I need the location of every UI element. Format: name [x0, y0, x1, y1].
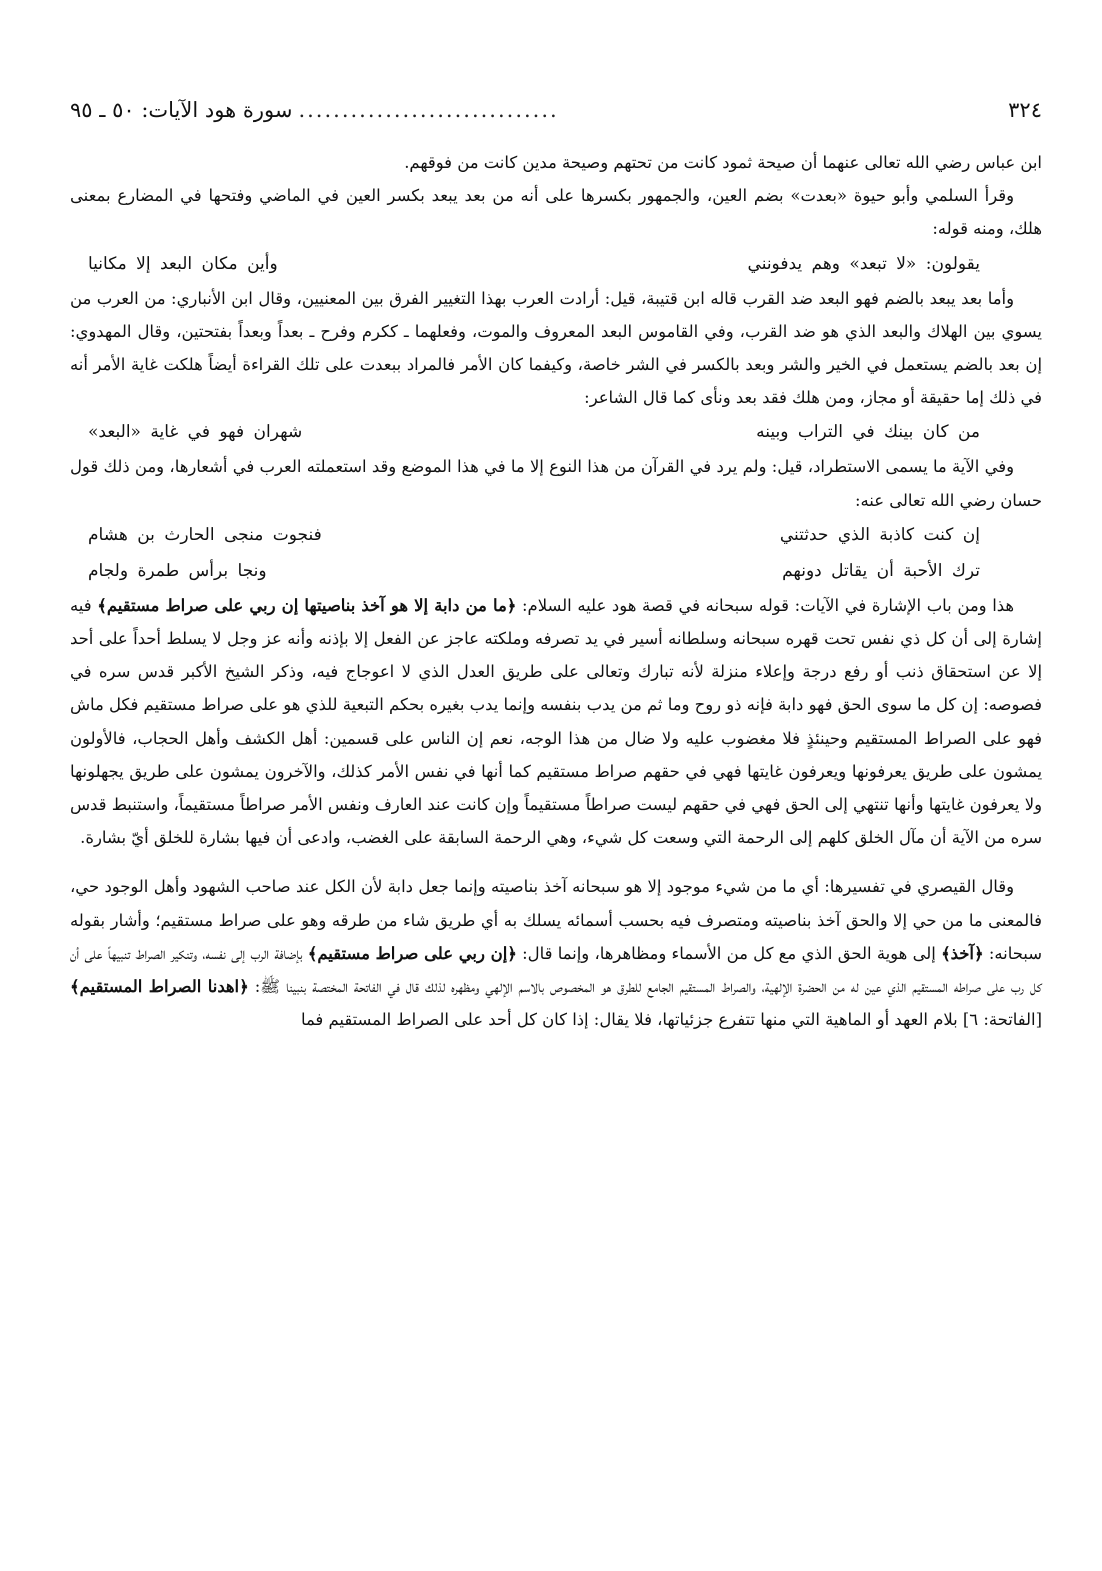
verse-3-first-hemistich: إن كنت كاذبة الذي حدثتني: [779, 524, 980, 545]
header-title-group: [70, 96, 559, 124]
paragraph-4: وفي الآية ما يسمى الاستطراد، قيل: ولم يرد في القرآن من هذا النوع إلا ما في هذا الموضع وقد استعملته العرب في أشعارها، ومن ذلك قول حسان رضي الله تعالى عنه:: [70, 457, 1042, 510]
page-body: [70, 146, 1042, 1036]
verse-1-second-hemistich: وأين مكان البعد إلا مكانيا: [88, 253, 278, 274]
poem-verse-1: [70, 246, 1042, 282]
paragraph-6-text-a: وقال القيصري في تفسيرها: أي ما من شيء موجود إلا هو سبحانه آخذ بناصيته وإنما جعل دابة لأن الكل عند صاحب الشهود وأهل الوجود حي، فالمعنى ما من حي إلا والحق آخذ بناصيته ومتصرف فيه بحسب أسمائه يسلك به أي طريق شاء من طرقه وهو على صراط مستقيم؛ وأشار بقوله سبحانه:: [70, 877, 1042, 963]
poem-verse-3: [70, 517, 1042, 553]
paragraph-3: وأما بعد يبعد بالضم فهو البعد ضد القرب قاله ابن قتيبة، قيل: أرادت العرب بهذا التغيير الفرق بين المعنيين، وقال ابن الأنباري: من العرب من يسوي بين الهلاك والبعد الذي هو ضد القرب، وفي القاموس البعد المعروف والموت، وفعلهما ـ ككرم وفرح ـ بعداً وبعداً بفتحتين، وقال المهدوي: إن بعد بالضم يستعمل في الخير والشر وبعد بالكسر في الشر خاصة، وكيفما كان الأمر فالمراد ببعدت على تلك القراءة أيضاً هلكت غاية الأمر أنه في ذلك إما حقيقة أو مجاز، ومن هلك فقد بعد ونأى كما قال الشاعر:: [70, 288, 1042, 408]
paragraph-6: [70, 870, 1042, 1036]
quran-quote: ﴿ما من دابة إلا هو آخذ بناصيتها إن ربي على صراط مستقيم﴾: [97, 595, 517, 615]
verse-4-second-hemistich: ونجا برأس طمرة ولجام: [88, 560, 267, 581]
paragraph-spacer: [70, 854, 1042, 870]
paragraph-6-text-c: بإضافة الرب إلى نفسه، وتنكير الصراط تنبيهاً على أن كل رب على صراطه المستقيم الذي عين له من الحضرة الإلهية، والصراط المستقيم الجامع للطرق هو المخصوص بالاسم الإلهي ومظهره لذلك قال في الفاتحة المختصة بنبينا ﷺ:: [70, 943, 1042, 997]
page-header: [70, 96, 1042, 126]
quran-quote: ﴿آخذ﴾: [941, 943, 984, 963]
page-number: ٣٢٤: [1008, 98, 1042, 122]
verse-2-second-hemistich: شهران فهو في غاية «البعد»: [88, 422, 303, 443]
verse-3-second-hemistich: فنجوت منجى الحارث بن هشام: [88, 524, 322, 545]
surah-title: سورة هود الآيات: ٥٠ ـ ٩٥: [70, 98, 293, 122]
paragraph-6-text-d: [الفاتحة: ٦] بلام العهد أو الماهية التي منها تتفرع جزئياتها، فلا يقال: إذا كان كل أحد على الصراط المستقيم فما: [300, 1010, 1042, 1030]
poem-verse-4: [70, 553, 1042, 589]
book-page: [70, 96, 1042, 1036]
paragraph-5-text-a: هذا ومن باب الإشارة في الآيات: قوله سبحانه في قصة هود عليه السلام:: [516, 595, 1014, 615]
quran-quote: ﴿إن ربي على صراط مستقيم﴾: [307, 943, 517, 963]
verse-1-first-hemistich: يقولون: «لا تبعد» وهم يدفونني: [747, 253, 980, 274]
leader-dots: ..............................: [298, 98, 559, 122]
verse-4-first-hemistich: ترك الأحبة أن يقاتل دونهم: [782, 560, 980, 581]
paragraph-6-text-b: إلى هوية الحق الذي مع كل من الأسماء ومظاهرها، وإنما قال:: [516, 943, 942, 963]
poem-verse-2: [70, 414, 1042, 450]
verse-2-first-hemistich: من كان بينك في التراب وبينه: [756, 422, 980, 443]
paragraph-2: وقرأ السلمي وأبو حيوة «بعدت» بضم العين، والجمهور بكسرها على أنه من بعد يبعد بكسر العين في الماضي وفتحها في المضارع بمعنى هلك، ومنه قوله:: [70, 186, 1042, 239]
paragraph-1: ابن عباس رضي الله تعالى عنهما أن صيحة ثمود كانت من تحتهم وصيحة مدين كانت من فوقهم.: [404, 153, 1042, 172]
paragraph-5-text-b: فيه إشارة إلى أن كل ذي نفس تحت قهره سبحانه وسلطانه أسير في يد تصرفه وملكته عاجز عن الفعل إلا بإذنه وأنه عز وجل لا يسلط أحداً على أحد إلا عن استحقاق ذنب أو رفع درجة وإعلاء منزلة لأنه تبارك وتعالى على طريق العدل الذي لا اعوجاج فيه، وذكر الشيخ الأكبر قدس سره في فصوصه: إن كل ما سوى الحق فهو دابة فإنه ذو روح وما ثم من يدب بنفسه وإنما يدب بغيره بحكم التبعية للذي هو على صراط مستقيم فكل ماش فهو على الصراط المستقيم وحينئذٍ فلا مغضوب عليه ولا ضال من هذا الوجه، نعم إن الناس على قسمين: أهل الكشف وأهل الحجاب، فالأولون يمشون على طريق يعرفونها ويعرفون غايتها فهي في حقهم صراط مستقيم كما أنها في نفس الأمر كذلك، والآخرون يمشون على طريق يجهلونها ولا يعرفون غايتها وأنها تنتهي إلى الحق فهي في حقهم ليست صراطاً مستقيماً وإن كانت عند العارف ونفس الأمر صراطاً مستقيماً، واستنبط قدس سره من الآية أن مآل الخلق كلهم إلى الرحمة التي وسعت كل شيء، وهي الرحمة السابقة على الغضب، وادعى أن فيها بشارة للخلق أيّ بشارة.: [70, 595, 1042, 848]
quran-quote: ﴿اهدنا الصراط المستقيم﴾: [70, 977, 249, 997]
paragraph-5: [70, 589, 1042, 855]
